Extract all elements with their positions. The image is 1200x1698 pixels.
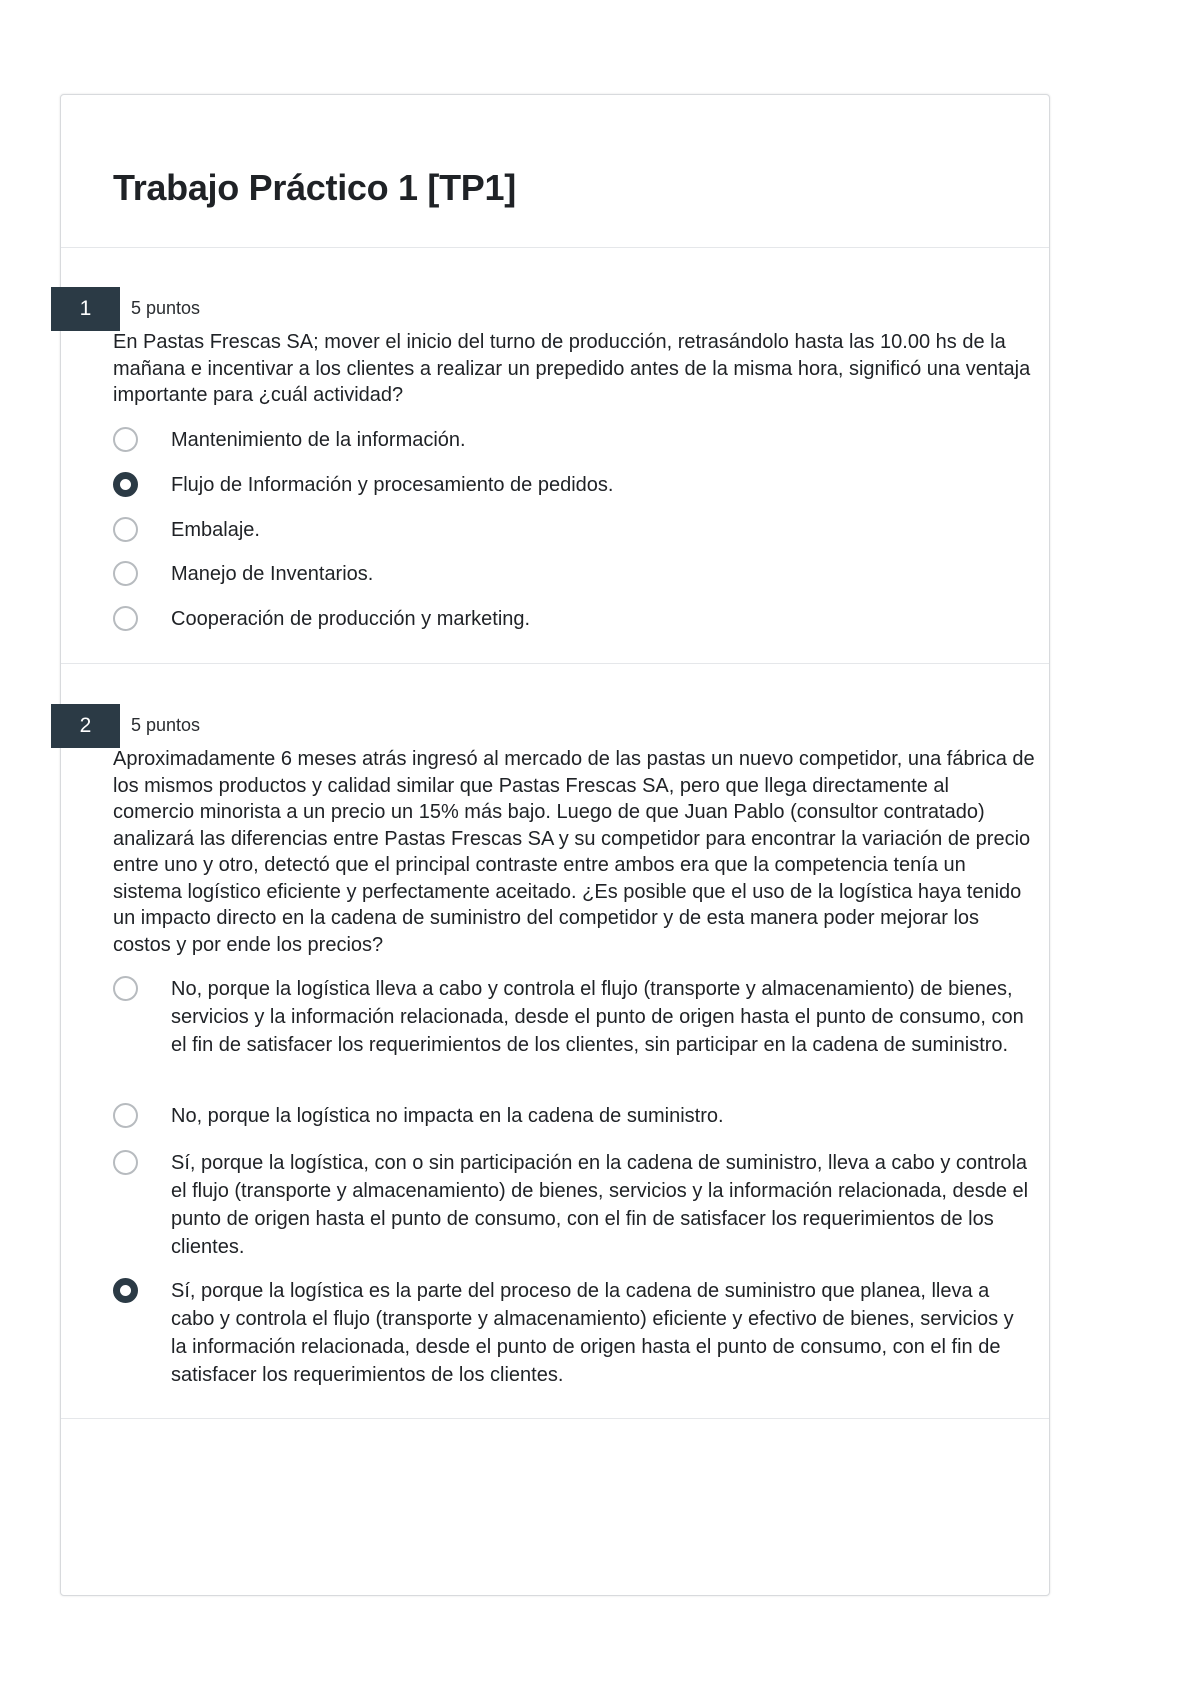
answer-option-label[interactable]: Manejo de Inventarios. — [171, 563, 374, 585]
radio-button[interactable] — [113, 976, 138, 1001]
quiz-card — [60, 94, 1050, 1596]
radio-button[interactable] — [113, 517, 138, 542]
radio-button[interactable] — [113, 1103, 138, 1128]
divider — [61, 663, 1049, 664]
answer-option-label[interactable]: Sí, porque la logística es la parte del proceso de la cadena de suministro que planea, lleva a cabo y controla el flujo (transporte y almacenamiento) eficiente y efectivo de bienes, servicios y la información relacionada, desde el punto de origen hasta el punto de consumo, con el fin de satisfacer los requerimientos de los clientes. — [171, 1280, 1014, 1386]
answer-option-label[interactable]: Mantenimiento de la información. — [171, 429, 466, 451]
radio-button[interactable] — [113, 561, 138, 586]
answer-option-label[interactable]: Sí, porque la logística, con o sin participación en la cadena de suministro, lleva a cabo y controla el flujo (transporte y almacenamiento) de bienes, servicios y la información relacionada, desde el punto de origen hasta el punto de consumo, con el fin de satisfacer los requerimientos de los clientes. — [171, 1152, 1029, 1258]
radio-button[interactable] — [113, 606, 138, 631]
answer-option-label[interactable]: Cooperación de producción y marketing. — [171, 608, 531, 630]
question-points: 5 puntos — [131, 298, 201, 318]
page-title: Trabajo Práctico 1 [TP1] — [113, 167, 516, 208]
question-prompt: Aproximadamente 6 meses atrás ingresó al mercado de las pastas un nuevo competidor, una fábrica de los mismos productos y calidad similar que Pastas Frescas SA, pero que llega directamente al comercio minorista a un precio un 15% más bajo. Luego de que Juan Pablo (consultor contratado) analizará las diferencias entre Pastas Frescas SA y su competidor para encontrar la variación de precio entre uno y otro, detectó que el principal contraste entre ambos era que la competencia tenía un sistema logístico eficiente y perfectamente aceitado. ¿Es posible que el uso de la logística haya tenido un impacto directo en la cadena de suministro del competidor y de esta manera poder mejorar los costos y por ende los precios? — [113, 748, 1035, 956]
question-points: 5 puntos — [131, 715, 201, 735]
radio-button[interactable] — [113, 427, 138, 452]
question-prompt: En Pastas Frescas SA; mover el inicio del turno de producción, retrasándolo hasta las 10.00 hs de la mañana e incentivar a los clientes a realizar un prepedido antes de la misma hora, significó una ventaja importante para ¿cuál actividad? — [113, 331, 1031, 406]
divider — [61, 1418, 1049, 1419]
answer-option-label[interactable]: Embalaje. — [171, 519, 260, 541]
radio-button-selected[interactable] — [113, 1278, 138, 1303]
radio-button[interactable] — [113, 1150, 138, 1175]
question-number-badge: 1 — [51, 287, 120, 331]
question-number-badge: 2 — [51, 704, 120, 748]
divider — [61, 247, 1049, 248]
answer-option-label[interactable]: Flujo de Información y procesamiento de pedidos. — [171, 474, 614, 496]
answer-option-label[interactable]: No, porque la logística lleva a cabo y controla el flujo (transporte y almacenamiento) de bienes, servicios y la información relacionada, desde el punto de origen hasta el punto de consumo, con el fin de satisfacer los requerimientos de los clientes, sin participar en la cadena de suministro. — [171, 978, 1024, 1056]
radio-button-selected[interactable] — [113, 472, 138, 497]
answer-option-label[interactable]: No, porque la logística no impacta en la cadena de suministro. — [171, 1105, 724, 1127]
